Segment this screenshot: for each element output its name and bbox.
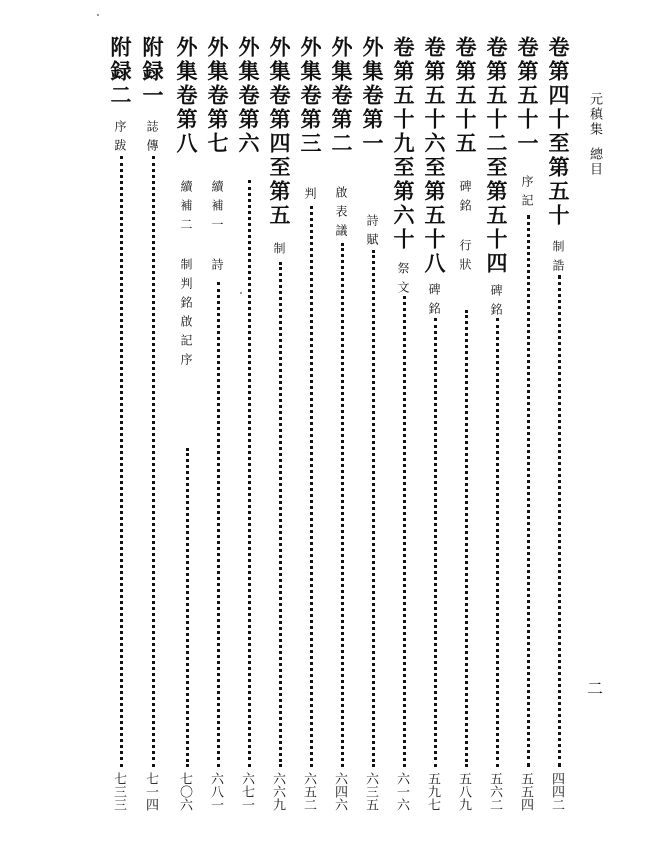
entry-title: 附録二 — [108, 36, 133, 108]
entry-subtitle: 制誥 — [551, 240, 565, 278]
toc-entry — [422, 0, 452, 850]
entry-subtitle: 序跋 — [113, 120, 127, 158]
entry-subtitle: 續補二 制判銘啟記序 — [179, 180, 193, 372]
entry-title: 外集卷第七 — [205, 36, 230, 156]
entry-page: 六三五 — [363, 772, 378, 811]
toc-entry — [205, 0, 235, 850]
entry-title: 附録一 — [140, 36, 165, 108]
leader-dots — [558, 275, 561, 767]
toc-entry — [329, 0, 359, 850]
entry-page: 七三三 — [111, 772, 126, 811]
entry-page: 五八九 — [456, 772, 471, 811]
entry-subtitle: 啟表議 — [334, 186, 348, 243]
toc-entry — [298, 0, 328, 850]
leader-dots — [120, 156, 123, 767]
entry-subtitle: 詩賦 — [365, 214, 379, 252]
entry-title: 卷第五十五 — [453, 36, 478, 156]
toc-entry — [267, 0, 297, 850]
running-header — [588, 92, 601, 177]
entry-title: 外集卷第二 — [329, 36, 354, 156]
entry-page: 四四二 — [549, 772, 564, 811]
entry-subtitle: 碑銘 行狀 — [458, 180, 472, 277]
leader-dots — [279, 262, 282, 767]
entry-subtitle: 祭文 — [396, 262, 410, 300]
entry-title: 外集卷第六 — [236, 36, 261, 156]
entry-page: 六七一 — [239, 772, 254, 811]
entry-page: 六四六 — [332, 772, 347, 811]
toc-entry — [108, 0, 138, 850]
entry-page: 五六二 — [487, 772, 502, 811]
entry-subtitle: 判 — [303, 187, 317, 206]
entry-page: 六八一 — [208, 772, 223, 811]
entry-page: 六五二 — [301, 772, 316, 811]
entry-title: 外集卷第四至第五 — [267, 36, 292, 228]
entry-title: 卷第四十至第五十 — [546, 36, 571, 228]
entry-page: 六一六 — [394, 772, 409, 811]
toc-entry — [236, 0, 266, 850]
section-title: 總目 — [587, 147, 602, 177]
toc-entry — [174, 0, 204, 850]
entry-title: 卷第五十二至第五十四 — [484, 36, 509, 276]
leader-dots — [248, 180, 251, 767]
entry-page: 七一四 — [143, 772, 158, 811]
entry-page: 五五四 — [518, 772, 533, 811]
entry-title: 外集卷第三 — [298, 36, 323, 156]
book-title: 元稹集 — [587, 92, 602, 137]
leader-dots — [496, 318, 499, 767]
toc-entry — [391, 0, 421, 850]
entry-subtitle: 碑銘 — [427, 283, 441, 321]
leader-dots — [527, 215, 530, 767]
leader-dots — [152, 156, 155, 767]
leader-dots — [341, 243, 344, 767]
leader-dots — [465, 310, 468, 767]
entry-page: 七〇六 — [177, 772, 192, 811]
leader-dots — [217, 282, 220, 767]
entry-subtitle: 制 — [272, 242, 286, 261]
entry-title: 卷第五十一 — [515, 36, 540, 156]
entry-title: 卷第五十九至第六十 — [391, 36, 416, 252]
leader-dots — [186, 448, 189, 767]
entry-subtitle: 續補一 詩 — [210, 180, 224, 277]
toc-entry — [546, 0, 576, 850]
scan-speck — [240, 292, 242, 294]
entry-page: 五九七 — [425, 772, 440, 811]
entry-subtitle: 碑銘 — [489, 284, 503, 322]
entry-page: 六六九 — [270, 772, 285, 811]
leader-dots — [403, 296, 406, 767]
scan-speck — [97, 14, 99, 16]
entry-title: 卷第五十六至第五十八 — [422, 36, 447, 276]
toc-entry — [360, 0, 390, 850]
leader-dots — [434, 318, 437, 767]
toc-entry — [140, 0, 170, 850]
page-number: 二 — [587, 679, 604, 698]
entry-subtitle: 誌傳 — [145, 120, 159, 158]
leader-dots — [372, 250, 375, 767]
entry-subtitle: 序記 — [520, 175, 534, 213]
toc-entry — [484, 0, 514, 850]
leader-dots — [310, 206, 313, 767]
entry-title: 外集卷第一 — [360, 36, 385, 156]
entry-title: 外集卷第八 — [174, 36, 199, 156]
toc-entry — [515, 0, 545, 850]
toc-entry — [453, 0, 483, 850]
